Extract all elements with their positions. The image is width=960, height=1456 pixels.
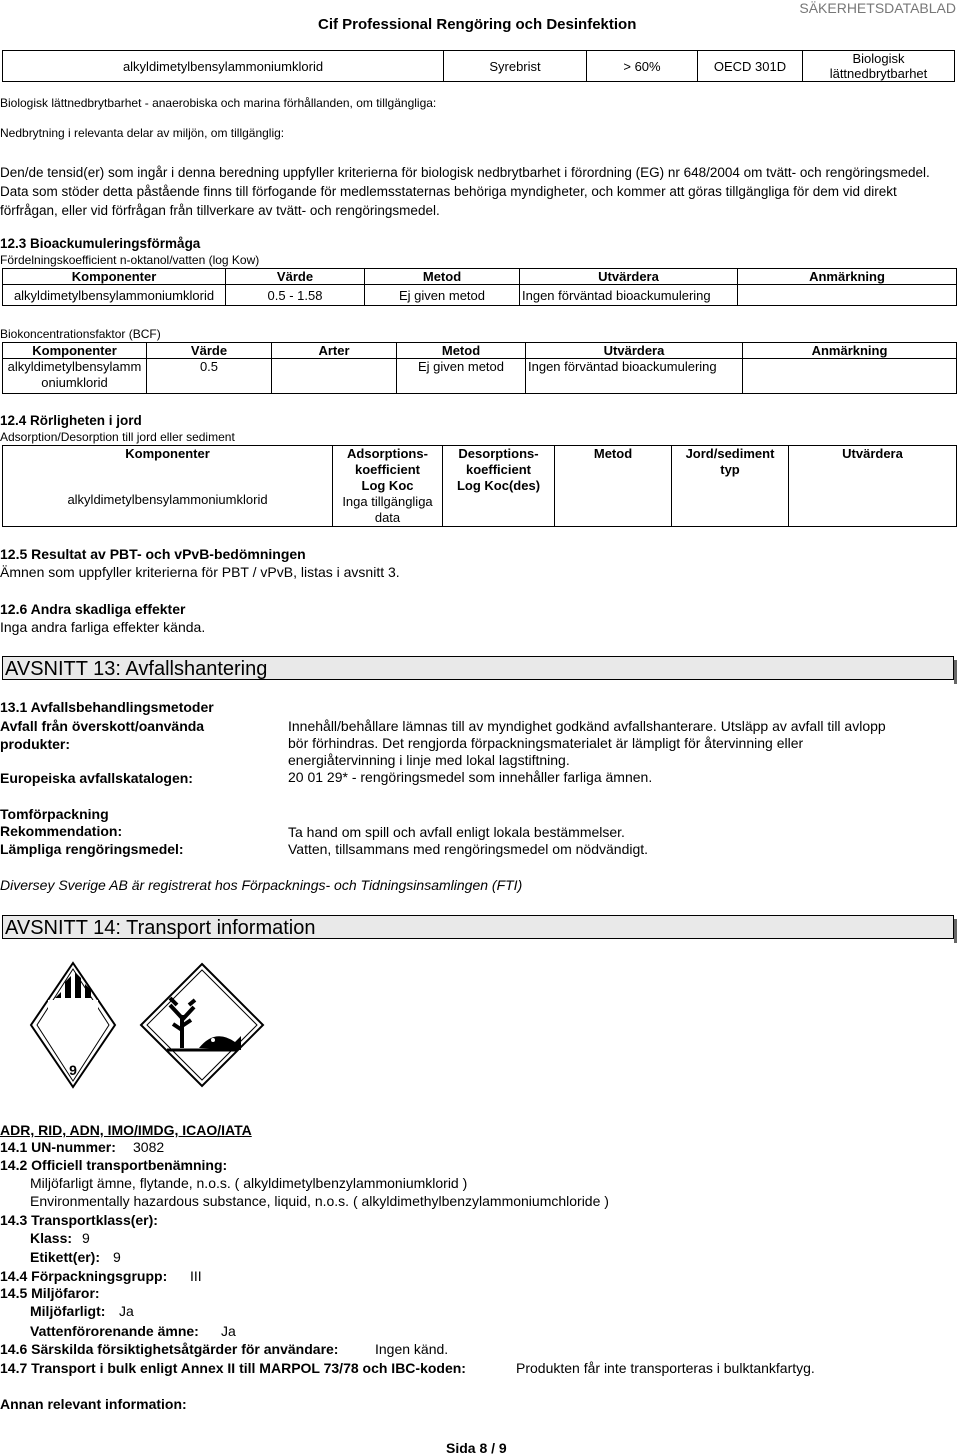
table-cell: Ej given metod <box>397 359 526 394</box>
adsorption-value-cont: data <box>374 510 401 525</box>
shipping-name-sv: Miljöfarligt ämne, flytande, n.o.s. ( alkyldimetylbenzylammoniumklorid ) <box>30 1175 468 1191</box>
anaerobic-line: Biologisk lättnedbrytbarhet - anaerobiska och marina förhållanden, om tillgängliga: <box>0 96 437 110</box>
column-header: Komponenter <box>3 343 147 359</box>
component-name-line2: oniumklorid <box>41 375 108 390</box>
table-cell: 0.5 <box>147 359 272 394</box>
column-header: Adsorptions- <box>347 446 428 461</box>
un-number-value: 3082 <box>133 1139 165 1155</box>
column-header: Metod <box>365 269 520 285</box>
table-cell: alkyldimetylbensylammoniumklorid <box>3 51 444 82</box>
cleaning-agent-value: Vatten, tillsammans med rengöringsmedel om nödvändigt. <box>288 841 649 857</box>
evaluation-cell <box>789 446 957 527</box>
table-row <box>3 446 957 527</box>
other-effects-text: Inga andra farliga effekter kända. <box>0 619 206 635</box>
recommendation-value: Ta hand om spill och avfall enligt lokala bestämmelser. <box>288 824 625 840</box>
table-cell <box>3 359 147 394</box>
column-header: Arter <box>272 343 397 359</box>
table-header-row <box>3 269 957 285</box>
transport-class-label: 14.3 Transportklass(er): <box>0 1212 158 1228</box>
adsorption-subtitle: Adsorption/Desorption till jord eller sediment <box>0 430 235 444</box>
class-9-hazard-label-icon <box>28 960 118 1090</box>
table-row <box>3 285 957 306</box>
bulk-transport-label: 14.7 Transport i bulk enligt Annex II till MARPOL 73/78 och IBC-koden: <box>0 1360 466 1376</box>
waste-value-line1: Innehåll/behållare lämnas till av myndighet godkänd avfallshanterare. Utsläpp av avfall till avlopp <box>288 718 886 734</box>
column-header: Värde <box>147 343 272 359</box>
component-name-line1: alkyldimetylbensylamm <box>7 359 142 374</box>
class-value: 9 <box>82 1230 90 1246</box>
table-cell <box>272 359 397 394</box>
column-header: Metod <box>593 446 633 461</box>
adsorption-table <box>2 445 957 527</box>
section-14-title: AVSNITT 14: Transport information <box>2 915 954 939</box>
table-row <box>3 51 955 82</box>
column-header: Komponenter <box>125 446 210 461</box>
packing-group-value: III <box>190 1268 202 1284</box>
env-hazardous-label: Miljöfarligt: <box>30 1303 106 1319</box>
other-info-label: Annan relevant information: <box>0 1396 187 1412</box>
bcf-subtitle: Biokoncentrationsfaktor (BCF) <box>0 327 161 341</box>
table-cell <box>738 285 957 306</box>
column-header: Utvärdera <box>526 343 743 359</box>
packing-group-label: 14.4 Förpackningsgrupp: <box>0 1268 168 1284</box>
page-number: Sida 8 / 9 <box>446 1440 507 1456</box>
column-header: Utvärdera <box>842 446 903 461</box>
special-precautions-value: Ingen känd. <box>375 1341 449 1357</box>
biodegradation-table <box>2 50 955 82</box>
empty-packaging-label: Tomförpackning <box>0 806 109 822</box>
bulk-transport-value: Produkten får inte transporteras i bulktankfartyg. <box>516 1360 815 1376</box>
column-header: Utvärdera <box>520 269 738 285</box>
fti-note: Diversey Sverige AB är registrerat hos Förpacknings- och Tidningsinsamlingen (FTI) <box>0 877 523 893</box>
column-header: Värde <box>226 269 365 285</box>
recommendation-label: Rekommendation: <box>0 823 123 839</box>
table-cell <box>743 359 957 394</box>
table-cell: Syrebrist <box>444 51 587 82</box>
shipping-name-en: Environmentally hazardous substance, liquid, n.o.s. ( alkyldimethylbenzylammoniumchloride ) <box>30 1193 609 1209</box>
adsorption-value: Inga tillgängliga <box>342 494 433 509</box>
column-header: koefficient <box>354 462 420 477</box>
column-header: koefficient <box>465 462 531 477</box>
ewc-label: Europeiska avfallskatalogen: <box>0 770 193 786</box>
waste-value-line2: bör förhindras. Det rengjorda förpackningsmaterialet är lämpligt för återvinning eller <box>288 735 804 751</box>
pbt-text: Ämnen som uppfyller kriterierna för PBT / vPvB, listas i avsnitt 3. <box>0 564 400 580</box>
column-header: Log Koc <box>361 478 414 493</box>
soil-type-cell <box>672 446 789 527</box>
label-value: 9 <box>113 1249 121 1265</box>
water-polluting-label: Vattenförorenande ämne: <box>30 1323 199 1339</box>
label-label: Etikett(er): <box>30 1249 101 1265</box>
water-polluting-value: Ja <box>221 1323 236 1339</box>
table-cell: Ingen förväntad bioackumulering <box>526 359 743 394</box>
table-cell: Biologisk lättnedbrytbarhet <box>803 51 955 82</box>
kow-subtitle: Fördelningskoefficient n-oktanol/vatten (log Kow) <box>0 253 260 267</box>
table-header-row <box>3 343 957 359</box>
table-cell: Ingen förväntad bioackumulering <box>520 285 738 306</box>
table-cell: > 60% <box>587 51 698 82</box>
cleaning-agent-label: Lämpliga rengöringsmedel: <box>0 841 184 857</box>
class-number: 9 <box>69 1062 77 1078</box>
section-13-title: AVSNITT 13: Avfallshantering <box>2 656 954 680</box>
table-cell: 0.5 - 1.58 <box>226 285 365 306</box>
kow-table <box>2 268 957 306</box>
document-type: SÄKERHETSDATABLAD <box>799 0 956 16</box>
column-header: Metod <box>397 343 526 359</box>
method-cell <box>555 446 672 527</box>
env-hazardous-value: Ja <box>119 1303 134 1319</box>
environmental-hazards-label: 14.5 Miljöfaror: <box>0 1285 100 1301</box>
shipping-name-label: 14.2 Officiell transportbenämning: <box>0 1157 228 1173</box>
environment-hazard-label-icon <box>137 960 267 1090</box>
surfactant-paragraph: Den/de tensid(er) som ingår i denna beredning uppfyller kriterierna för biologisk nedbrytbarhet i förordning (EG) nr 648/2004 om tvätt- och rengöringsmedel. Data som stöder detta påstående finns till förfogande för medlemsstaternas behöriga myndigheter, och kommer att göras tillgängliga för dem vid direkt förfrågan, eller vid förfrågan från tillverkare av tvätt- och rengöringsmedel. <box>0 165 930 218</box>
table-cell: alkyldimetylbensylammoniumklorid <box>3 285 226 306</box>
waste-label-line2: produkter: <box>0 736 70 752</box>
un-number-label: 14.1 UN-nummer: <box>0 1139 116 1155</box>
component-cell <box>3 446 333 527</box>
transport-regulations: ADR, RID, ADN, IMO/IMDG, ICAO/IATA <box>0 1122 252 1138</box>
section-12-4-heading: 12.4 Rörligheten i jord <box>0 413 142 428</box>
section-12-5-heading: 12.5 Resultat av PBT- och vPvB-bedömningen <box>0 546 306 562</box>
section-12-3-heading: 12.3 Bioackumuleringsförmåga <box>0 236 201 251</box>
desorption-cell <box>443 446 555 527</box>
table-cell: Ej given metod <box>365 285 520 306</box>
waste-value-line3: energiåtervinning i linje med lokal lagstiftning. <box>288 752 570 768</box>
waste-label-line1: Avfall från överskott/oanvända <box>0 718 205 734</box>
class-label: Klass: <box>30 1230 73 1246</box>
column-header: Jord/sediment <box>685 446 775 461</box>
section-12-6-heading: 12.6 Andra skadliga effekter <box>0 601 186 617</box>
document-title: Cif Professional Rengöring och Desinfektion <box>318 16 637 33</box>
column-header: Komponenter <box>3 269 226 285</box>
column-header: Log Koc(des) <box>456 478 541 493</box>
column-header: Anmärkning <box>738 269 957 285</box>
table-cell: OECD 301D <box>698 51 803 82</box>
degradation-line: Nedbrytning i relevanta delar av miljön, om tillgänglig: <box>0 126 285 140</box>
table-row <box>3 359 957 394</box>
special-precautions-label: 14.6 Särskilda försiktighetsåtgärder för användare: <box>0 1341 339 1357</box>
column-header: typ <box>720 462 740 477</box>
section-13-1-heading: 13.1 Avfallsbehandlingsmetoder <box>0 699 214 715</box>
bcf-table <box>2 342 957 394</box>
component-name: alkyldimetylbensylammoniumklorid <box>67 492 268 507</box>
column-header: Desorptions- <box>458 446 539 461</box>
ewc-value: 20 01 29* - rengöringsmedel som innehåller farliga ämnen. <box>288 769 653 785</box>
adsorption-cell <box>333 446 443 527</box>
column-header: Anmärkning <box>743 343 957 359</box>
